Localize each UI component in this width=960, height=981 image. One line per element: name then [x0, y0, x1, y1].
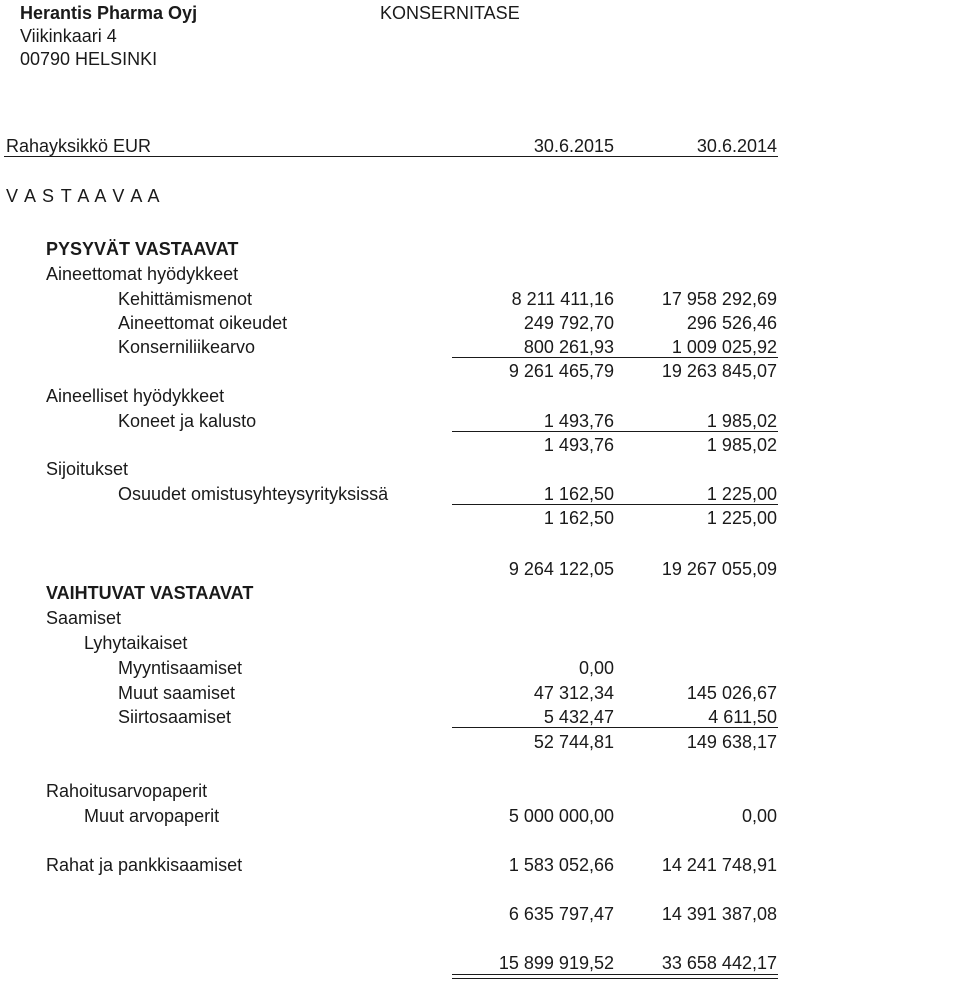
grand-total-rule-top: [452, 974, 778, 975]
document-title: KONSERNITASE: [380, 3, 520, 23]
value-2014: 145 026,67: [686, 683, 777, 703]
row-label: Siirtosaamiset: [118, 707, 232, 727]
row-label: Aineettomat oikeudet: [118, 313, 288, 333]
subtotal-2015: 9 261 465,79: [508, 361, 614, 381]
subtotal-2014: 19 263 845,07: [661, 361, 777, 381]
vaihtuvat-total-2014: 14 391 387,08: [661, 904, 777, 924]
grand-total-2014: 33 658 442,17: [661, 953, 777, 973]
value-2015: 1 583 052,66: [508, 855, 614, 875]
subtotal-2014: 1 985,02: [706, 435, 777, 455]
subtotal-rule: [452, 504, 778, 505]
value-2015: 1 493,76: [543, 411, 614, 431]
pysyvat-total-2015: 9 264 122,05: [508, 559, 614, 579]
vaihtuvat-total-2015: 6 635 797,47: [508, 904, 614, 924]
company-name: Herantis Pharma Oyj: [20, 3, 198, 23]
value-2015: 47 312,34: [533, 683, 614, 703]
value-2014: 1 009 025,92: [671, 337, 777, 357]
value-2014: 1 225,00: [706, 484, 777, 504]
row-label: Kehittämismenot: [118, 289, 253, 309]
value-2014: 4 611,50: [708, 707, 777, 727]
value-2014: 0,00: [741, 806, 777, 826]
subtotal-2014: 149 638,17: [686, 732, 777, 752]
row-label: Koneet ja kalusto: [118, 411, 257, 431]
value-2014: 1 985,02: [706, 411, 777, 431]
subtotal-2015: 1 162,50: [543, 508, 614, 528]
company-street: Viikinkaari 4: [20, 26, 117, 46]
value-2015: 1 162,50: [543, 484, 614, 504]
value-2015: 5 432,47: [543, 707, 614, 727]
row-label: Muut arvopaperit: [84, 806, 220, 826]
row-label: Rahat ja pankkisaamiset: [46, 855, 243, 875]
value-2015: 5 000 000,00: [508, 806, 614, 826]
value-2014: 17 958 292,69: [661, 289, 777, 309]
subtotal-rule: [452, 727, 778, 728]
pysyvat-title: PYSYVÄT VASTAAVAT: [46, 239, 239, 259]
grand-total-rule-bottom: [452, 978, 778, 979]
subtotal-2014: 1 225,00: [706, 508, 777, 528]
column-header-2014: 30.6.2014: [696, 136, 777, 156]
pysyvat-total-2014: 19 267 055,09: [661, 559, 777, 579]
lyhytaikaiset-label: Lyhytaikaiset: [84, 633, 188, 653]
subtotal-2015: 52 744,81: [533, 732, 614, 752]
section-title: V A S T A A V A A: [6, 186, 161, 206]
currency-unit-label: Rahayksikkö EUR: [6, 136, 152, 156]
value-2015: 249 792,70: [523, 313, 614, 333]
value-2015: 8 211 411,16: [511, 289, 614, 309]
header-rule: [4, 156, 778, 157]
grand-total-2015: 15 899 919,52: [498, 953, 614, 973]
company-city: 00790 HELSINKI: [20, 49, 158, 69]
subtotal-rule: [452, 357, 778, 358]
sijoitukset-label: Sijoitukset: [46, 459, 129, 479]
value-2014: 14 241 748,91: [661, 855, 777, 875]
row-label: Myyntisaamiset: [118, 658, 243, 678]
column-header-2015: 30.6.2015: [533, 136, 614, 156]
row-label: Osuudet omistusyhteysyrityksissä: [118, 484, 389, 504]
row-label: Konserniliikearvo: [118, 337, 256, 357]
aineelliset-label: Aineelliset hyödykkeet: [46, 386, 225, 406]
value-2014: 296 526,46: [686, 313, 777, 333]
rahoitusarvopaperit-label: Rahoitusarvopaperit: [46, 781, 208, 801]
saamiset-label: Saamiset: [46, 608, 122, 628]
subtotal-2015: 1 493,76: [543, 435, 614, 455]
value-2015: 800 261,93: [523, 337, 614, 357]
row-label: Muut saamiset: [118, 683, 236, 703]
subtotal-rule: [452, 431, 778, 432]
value-2015: 0,00: [578, 658, 614, 678]
vaihtuvat-title: VAIHTUVAT VASTAAVAT: [46, 583, 254, 603]
aineettomat-label: Aineettomat hyödykkeet: [46, 264, 239, 284]
